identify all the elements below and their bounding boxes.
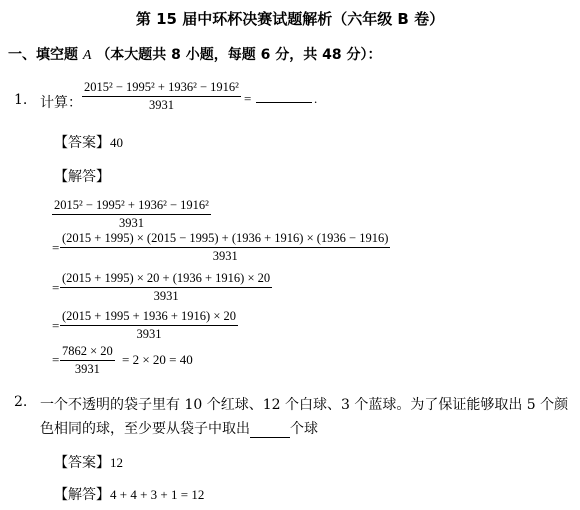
- question-2-line-2-before: 色相同的球，至少要从袋子中取出: [40, 421, 250, 437]
- solution-1-step-1: [52, 198, 211, 231]
- step-4-denominator: 3931: [136, 327, 162, 341]
- solution-2-value: 4 + 4 + 3 + 1 = 12: [110, 487, 205, 502]
- section-heading: [8, 44, 382, 64]
- step-3-denominator: 3931: [153, 289, 179, 303]
- section-prefix: 一、填空题: [8, 47, 78, 63]
- answer-1: [54, 132, 123, 152]
- page-title: 第 15 届中环杯决赛试题解析（六年级 B 卷）: [135, 10, 445, 28]
- solution-2: [54, 484, 204, 504]
- solution-1-step-4: [60, 309, 238, 342]
- question-2-number: 2.: [14, 394, 28, 410]
- answer-1-value: 40: [110, 135, 123, 150]
- question-1-number: 1.: [14, 92, 28, 108]
- question-2-line-2: [40, 418, 318, 438]
- answer-2-value: 12: [110, 455, 123, 470]
- section-suffix: （本大题共 8 小题，每题 6 分，共 48 分）：: [96, 47, 382, 63]
- step-1-numerator: 2015² − 1995² + 1936² − 1916²: [52, 198, 211, 215]
- answer-2-tag: 【答案】: [54, 455, 110, 471]
- question-1-equals: =: [244, 91, 252, 106]
- step-5-prefix: =: [52, 352, 60, 367]
- step-5-tail: = 2 × 20 = 40: [122, 352, 193, 367]
- step-3-numerator: (2015 + 1995) × 20 + (1936 + 1916) × 20: [60, 271, 272, 288]
- step-4-numerator: (2015 + 1995 + 1936 + 1916) × 20: [60, 309, 238, 326]
- step-5-denominator: 3931: [74, 362, 100, 376]
- solution-2-tag: 【解答】: [54, 487, 110, 503]
- solution-1-step-2: [60, 231, 390, 264]
- question-1-blank: [256, 88, 312, 102]
- question-1-denominator: 3931: [148, 98, 174, 112]
- section-letter: A: [82, 48, 92, 63]
- solution-1-tag: 【解答】: [54, 169, 110, 185]
- step-5-numerator: 7862 × 20: [60, 344, 115, 361]
- question-2-blank: [250, 423, 290, 438]
- step-2-denominator: 3931: [212, 249, 238, 263]
- step-3-prefix: =: [52, 280, 60, 295]
- step-2-numerator: (2015 + 1995) × (2015 − 1995) + (1936 + 1916) × (1936 − 1916): [60, 231, 390, 248]
- question-1-numerator: 2015² − 1995² + 1936² − 1916²: [82, 80, 241, 97]
- question-1-prompt: 计算：: [40, 95, 82, 111]
- solution-1-step-3: [60, 271, 272, 304]
- step-4-prefix: =: [52, 318, 60, 333]
- answer-1-tag: 【答案】: [54, 135, 110, 151]
- answer-2: [54, 452, 123, 472]
- question-2-line-1: 一个不透明的袋子里有 10 个红球、12 个白球、3 个蓝球。为了保证能够取出 5 个颜: [40, 397, 569, 413]
- step-2-prefix: =: [52, 240, 60, 255]
- question-2-line-2-after: 个球: [290, 421, 318, 437]
- solution-1-step-5: [60, 344, 115, 377]
- question-1-end: .: [314, 91, 318, 106]
- step-1-denominator: 3931: [118, 216, 144, 230]
- question-1-fraction: [82, 80, 241, 113]
